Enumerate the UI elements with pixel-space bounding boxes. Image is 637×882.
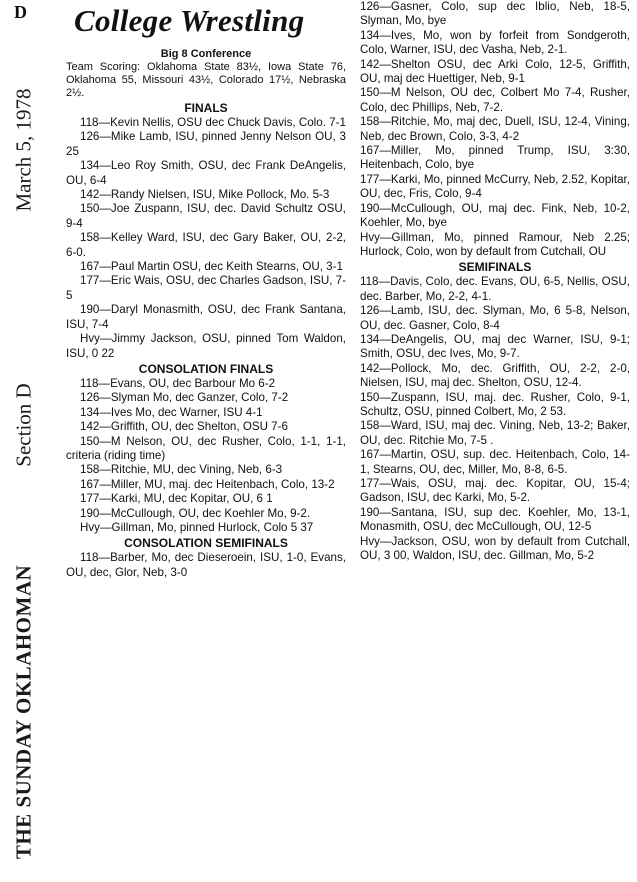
result-item: 126—Slyman Mo, dec Ganzer, Colo, 7-2 (80, 391, 289, 405)
result-item: 167—Miller, Mo, pinned Trump, ISU, 3:30, Heitenbach, Colo, bye (360, 144, 630, 172)
result-item: 190—Santana, ISU, sup dec. Koehler, Mo, 13-1, Monasmith, OSU, dec McCullough, OU, 12-5 (360, 505, 630, 534)
result-item: 126—Lamb, ISU, dec. Slyman, Mo, 6 5-8, Nelson, OU, dec. Gasner, Colo, 8-4 (360, 304, 630, 332)
result-item: 142—Pollock, Mo, dec. Griffith, OU, 2-2, 2-0, Nielsen, ISU, maj dec. Shelton, OSU, 12-4. (360, 361, 630, 390)
result-item: 142—Shelton OSU, dec Arki Colo, 12-5, Griffith, OU, maj dec Huettiger, Neb, 9-1 (360, 57, 630, 86)
consolation-semifinals-heading: CONSOLATION SEMIFINALS (124, 536, 288, 551)
result-item: Hvy—Gillman, Mo, pinned Ramour, Neb 2.25; Hurlock, Colo, won by default from Cutchall, OU (360, 230, 630, 258)
semifinals-heading: SEMIFINALS (458, 260, 532, 275)
result-item: Hvy—Jimmy Jackson, OSU, pinned Tom Waldon, ISU, 0 22 (66, 332, 346, 360)
result-item: 167—Miller, MU, maj. dec Heitenbach, Colo, 13-2 (80, 477, 335, 491)
result-item: 118—Davis, Colo, dec. Evans, OU, 6-5, Nellis, OSU, dec. Barber, Mo, 2-2, 4-1. (360, 275, 630, 303)
result-item: 177—Wais, OSU, maj. dec. Kopitar, OU, 15-4; Gadson, ISU, dec Karki, Mo, 5-2. (360, 477, 630, 505)
finals-results (66, 116, 346, 361)
page-sidebar (4, 0, 44, 882)
newspaper-name: THE SUNDAY OKLAHOMAN (11, 564, 36, 860)
result-item: 134—Ives Mo, dec Warner, ISU 4-1 (80, 405, 263, 419)
result-item: 177—Eric Wais, OSU, dec Charles Gadson, ISU, 7-5 (66, 274, 346, 302)
result-item: 190—Daryl Monasmith, OSU, dec Frank Santana, ISU, 7-4 (66, 303, 346, 331)
column-left (66, 0, 346, 580)
issue-date: March 5, 1978 (11, 88, 36, 212)
result-item: 150—Zuspann, ISU, maj. dec. Rusher, Colo, 9-1, Schultz, OSU, pinned Colbert, Mo, 2 53. (360, 390, 630, 418)
result-item: 118—Barber, Mo, dec Dieseroein, ISU, 1-0, Evans, OU, dec, Glor, Neb, 3-0 (66, 551, 346, 579)
section-label: Section D (11, 383, 36, 467)
page-section-letter: D (14, 2, 27, 22)
result-item: 134—Ives, Mo, won by forfeit from Sondgeroth, Colo, Warner, ISU, dec Vasha, Neb, 2-1. (360, 28, 630, 57)
result-item: 150—M Nelson, OU dec, Colbert Mo 7-4, Rusher, Colo, dec Phillips, Neb, 7-2. (360, 86, 630, 114)
result-item: 118—Kevin Nellis, OSU dec Chuck Davis, Colo. 7-1 (80, 116, 346, 129)
result-item: 150—Joe Zuspann, ISU, dec. David Schultz OSU, 9-4 (66, 202, 346, 230)
result-item: 118—Evans, OU, dec Barbour Mo 6-2 (80, 376, 276, 390)
result-item: 158—Kelley Ward, ISU, dec Gary Baker, OU, 2-2, 6-0. (66, 231, 346, 259)
result-item: 167—Martin, OSU, sup. dec. Heitenbach, Colo, 14-1, Stearns, OU, dec, Miller, Mo, 8-8, 6-5. (360, 448, 630, 476)
column-right (360, 0, 630, 563)
result-item: 142—Griffith, OU, dec Shelton, OSU 7-6 (80, 420, 288, 434)
result-item: 158—Ritchie, Mo, maj dec, Duell, ISU, 12-4, Vining, Neb, dec Brown, Colo, 3-3, 4-2 (360, 115, 630, 143)
result-item: Hvy—Gillman, Mo, pinned Hurlock, Colo 5 37 (80, 520, 314, 534)
result-item: 158—Ritchie, MU, dec Vining, Neb, 6-3 (80, 463, 283, 477)
result-item: Hvy—Jackson, OSU, won by default from Cutchall, OU, 3 00, Waldon, ISU, dec. Gillman, Mo, 5-2 (360, 534, 630, 563)
result-item: 142—Randy Nielsen, ISU, Mike Pollock, Mo. 5-3 (80, 188, 330, 202)
headline: College Wrestling (74, 3, 305, 38)
result-item: 126—Gasner, Colo, sup dec Iblio, Neb, 18-5, Slyman, Mo, bye (360, 0, 630, 28)
result-item: 126—Mike Lamb, ISU, pinned Jenny Nelson OU, 3 25 (66, 130, 346, 158)
consolation-semifinals-continued (360, 0, 630, 259)
semifinals-results (360, 275, 630, 563)
finals-heading: FINALS (184, 101, 228, 115)
result-item: 150—M Nelson, OU, dec Rusher, Colo, 1-1, 1-1, criteria (riding time) (66, 434, 346, 462)
conference-title: Big 8 Conference (160, 48, 252, 60)
result-item: 134—Leo Roy Smith, OSU, dec Frank DeAngelis, OU, 6-4 (66, 159, 346, 187)
result-item: 177—Karki, Mo, pinned McCurry, Neb, 2.52, Kopitar, OU, dec, Fris, Colo, 9-4 (360, 172, 630, 201)
consolation-semifinals-results (66, 551, 346, 580)
consolation-finals-heading: CONSOLATION FINALS (138, 361, 274, 376)
result-item: 190—McCullough, OU, dec Koehler Mo, 9-2. (80, 506, 311, 520)
team-scoring: Team Scoring: Oklahoma State 83½, Iowa State 76, Oklahoma 55, Missouri 43½, Colorado 17½, Nebraska 2½. (66, 61, 346, 99)
result-item: 177—Karki, MU, dec Kopitar, OU, 6 1 (80, 492, 273, 506)
result-item: 167—Paul Martin OSU, dec Keith Stearns, OU, 3-1 (80, 260, 343, 274)
result-item: 158—Ward, ISU, maj dec. Vining, Neb, 13-2; Baker, OU, dec. Ritchie Mo, 7-5 . (360, 419, 630, 447)
result-item: 190—McCullough, OU, maj dec. Fink, Neb, 10-2, Koehler, Mo, bye (360, 201, 630, 230)
result-item: 134—DeAngelis, OU, maj dec Warner, ISU, 9-1; Smith, OSU, dec Ives, Mo, 9-7. (360, 332, 630, 361)
consolation-finals-results (66, 377, 346, 535)
